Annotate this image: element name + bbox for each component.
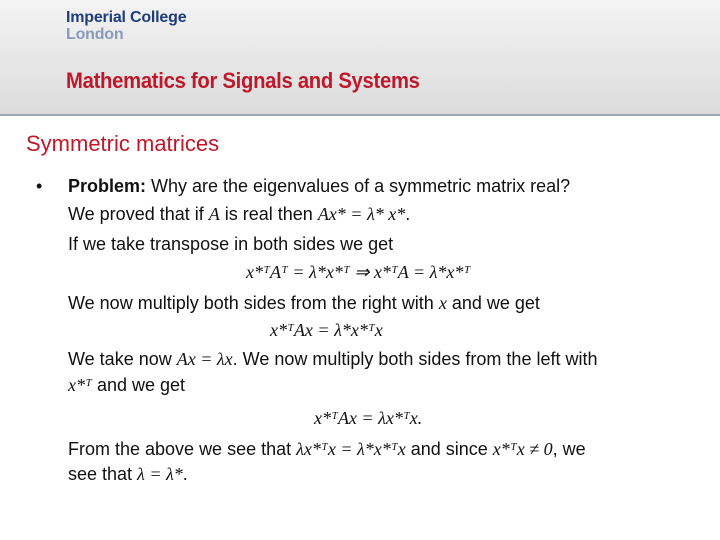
problem-text: Why are the eigenvalues of a symmetric matrix real? — [146, 176, 571, 196]
slide-header — [0, 0, 720, 114]
logo-line-2: London — [66, 26, 124, 43]
text-run: . — [405, 204, 411, 224]
text-run: is real then — [219, 204, 318, 224]
header-divider — [0, 114, 720, 116]
text-run: and we get — [91, 375, 186, 395]
text-run: . — [182, 464, 188, 484]
imperial-college-logo — [66, 9, 186, 43]
text-run: , we — [552, 439, 586, 459]
body-line-6 — [68, 439, 586, 460]
math-run: x — [438, 293, 447, 313]
math-run: x*ᵀx ≠ 0 — [492, 439, 553, 459]
math-run: A — [208, 204, 220, 224]
text-run: and we get — [446, 293, 540, 313]
logo-line-1: Imperial College — [66, 9, 187, 26]
text-run: and since — [405, 439, 493, 459]
problem-label: Problem: — [68, 176, 147, 196]
math-run: x*ᵀ — [68, 375, 92, 395]
body-line-4 — [68, 349, 597, 370]
bullet-icon: • — [36, 176, 43, 196]
body-line-3 — [68, 293, 540, 314]
equation-1: x*ᵀAᵀ = λ*x*ᵀ ⇒ x*ᵀA = λ*x*ᵀ — [246, 262, 471, 282]
equation-3: x*ᵀAx = λx*ᵀx. — [314, 408, 423, 428]
slide-title: Symmetric matrices — [26, 131, 220, 156]
math-run: Ax* = λ* x* — [317, 204, 406, 224]
body-line-5 — [68, 375, 185, 396]
text-run: We proved that if — [68, 204, 209, 224]
equation-2: x*ᵀAx = λ*x*ᵀx — [270, 320, 383, 340]
problem-line — [68, 176, 570, 197]
text-run: . We now multiply both sides from the left with — [232, 349, 598, 369]
text-run: see that — [68, 464, 138, 484]
body-line-1 — [68, 204, 410, 225]
text-run: We take now — [68, 349, 177, 369]
body-line-2: If we take transpose in both sides we get — [68, 234, 394, 254]
body-line-7 — [68, 464, 188, 485]
text-run: We now multiply both sides from the right with — [68, 293, 439, 313]
math-run: λ = λ* — [137, 464, 183, 484]
course-title: Mathematics for Signals and Systems — [66, 68, 420, 93]
math-run: Ax = λx — [176, 349, 233, 369]
math-run: λx*ᵀx = λ*x*ᵀx — [296, 439, 406, 459]
text-run: From the above we see that — [68, 439, 297, 459]
